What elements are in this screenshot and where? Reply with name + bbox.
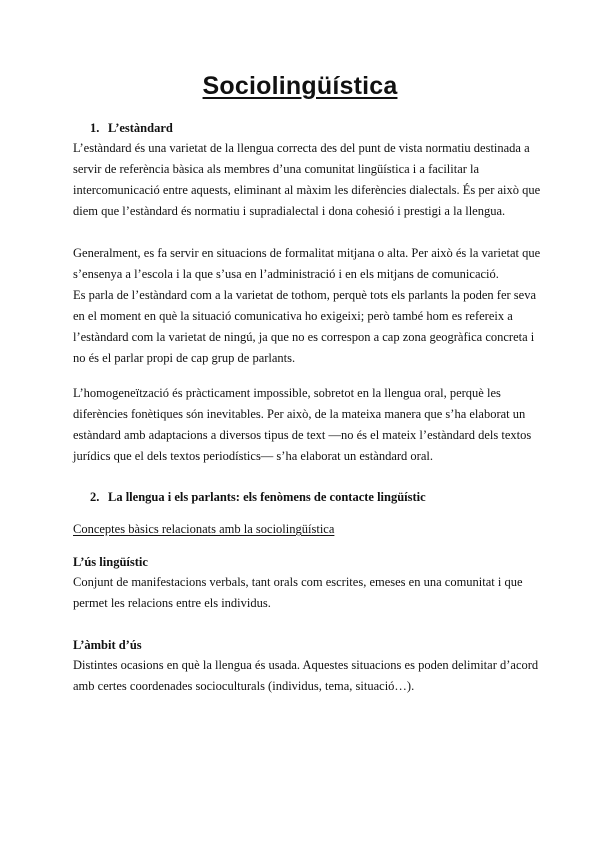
term-2-heading: L’àmbit d’ús	[73, 638, 142, 652]
paragraph-line: amb certes coordenades socioculturals (individus, tema, situació…).	[73, 679, 415, 693]
subheading: Conceptes bàsics relacionats amb la sociolingüística	[73, 522, 335, 536]
paragraph-line: estàndard amb adaptacions a diversos tipus de text —no és el mateix l’estàndard dels textos	[73, 428, 532, 442]
paragraph-line: intercomunicació entre aquests, eliminant al màxim les diferències dialectals. És per això que	[73, 183, 541, 197]
paragraph-line: jurídics que el dels textos periodístics— s’ha elaborat un estàndard oral.	[73, 449, 433, 463]
section-1-number: 1.	[90, 121, 100, 135]
paragraph-line: permet les relacions entre els individus.	[73, 596, 271, 610]
paragraph-line: L’homogeneïtzació és pràcticament impossible, sobretot en la llengua oral, perquè les	[73, 386, 501, 400]
paragraph-line: diferències fonètiques són inevitables. Per això, de la mateixa manera que s’ha elaborat un	[73, 407, 526, 421]
paragraph-1	[73, 138, 541, 222]
term-1-definition	[73, 572, 533, 614]
section-2-heading	[90, 490, 426, 505]
paragraph-line: l’estàndard com la varietat de ningú, ja que no es correspon a cap zona geogràfica concreta i	[73, 330, 535, 344]
paragraph-2	[73, 243, 541, 369]
paragraph-line: s’ensenya a l’escola i la que s’usa en l’administració i en els mitjans de comunicació.	[73, 267, 499, 281]
section-1-title: L’estàndard	[108, 121, 173, 135]
paragraph-line: en el moment en què la situació comunicativa ho exigeixi; però també hom es refereix a	[73, 309, 513, 323]
paragraph-line: Es parla de l’estàndard com a la varietat de tothom, perquè tots els parlants la poden fer seva	[73, 288, 537, 302]
paragraph-3	[73, 383, 533, 467]
section-2-title: La llengua i els parlants: els fenòmens de contacte lingüístic	[108, 490, 426, 504]
section-1-heading	[90, 121, 173, 136]
section-2-number: 2.	[90, 490, 100, 504]
paragraph-line: diem que l’estàndard és normatiu i supradialectal i dona cohesió i prestigi a la llengua.	[73, 204, 506, 218]
paragraph-line: Distintes ocasions en què la llengua és usada. Aquestes situacions es poden delimitar d’acord	[73, 658, 539, 672]
paragraph-line: Generalment, es fa servir en situacions de formalitat mitjana o alta. Per això és la varietat que	[73, 246, 541, 260]
paragraph-line: L’estàndard és una varietat de la llengua correcta des del punt de vista normatiu destinada a	[73, 141, 530, 155]
term-2-definition	[73, 655, 539, 697]
paragraph-line: Conjunt de manifestacions verbals, tant orals com escrites, emeses en una comunitat i que	[73, 575, 523, 589]
page-title: Sociolingüística	[202, 72, 398, 100]
paragraph-line: servir de referència bàsica als membres d’una comunitat lingüística i a facilitar la	[73, 162, 480, 176]
term-1-heading: L’ús lingüístic	[73, 555, 148, 569]
paragraph-line: no és el parlar propi de cap grup de parlants.	[73, 351, 296, 365]
